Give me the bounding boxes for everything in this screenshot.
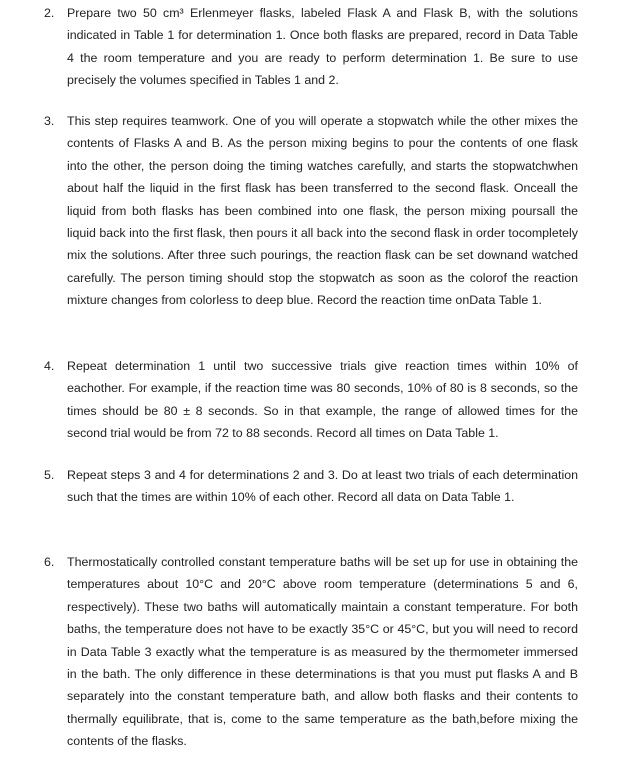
step-text: Prepare two 50 cm³ Erlenmeyer flasks, labeled Flask A and Flask B, with the solutions indicated in Table 1 for determination 1. Once both flasks are prepared, record in Data Table 4 the room temperature and you are ready to perform determination 1. Be sure to use precisely the volumes specified in Tables 1 and 2. xyxy=(67,6,578,88)
step-number: 6. xyxy=(44,555,55,569)
step-text: Thermostatically controlled constant temperature baths will be set up for use in obtaining the temperatures about 10°C and 20°C above room temperature (determinations 5 and 6, respectively). These two baths will automatically maintain a constant temperature. For both baths, the temperature does not have to be exactly 35°C or 45°C, but you will need to record in Data Table 3 exactly what the temperature is as measured by the thermometer immersed in the bath. The only difference in these determinations is that you must put flasks A and B separately into the constant temperature bath, and allow both flasks and their contents to thermally equilibrate, that is, come to the same temperature as the bath,before mixing the contents of the flasks. xyxy=(67,555,578,749)
step-text: This step requires teamwork. One of you will operate a stopwatch while the other mixes the contents of Flasks A and B. As the person mixing begins to pour the contents of one flask into the other, the person doing the timing watches carefully, and starts the stopwatchwhen about half the liquid in the first flask has been transferred to the second flask. Onceall the liquid from both flasks has been combined into one flask, the person mixing poursall the liquid back into the first flask, then pours it all back into the second flask in order tocompletely mix the solutions. After three such pourings, the reaction flask can be set downand watched carefully. The person timing should stop the stopwatch as soon as the colorof the reaction mixture changes from colorless to deep blue. Record the reaction time onData Table 1. xyxy=(67,114,578,308)
procedure-step-6 xyxy=(44,551,578,753)
step-number: 4. xyxy=(44,359,55,373)
procedure-step-4 xyxy=(44,355,578,445)
step-number: 3. xyxy=(44,114,55,128)
procedure-step-3 xyxy=(44,110,578,312)
procedure-step-2 xyxy=(44,2,578,92)
step-number: 5. xyxy=(44,468,55,482)
step-text: Repeat steps 3 and 4 for determinations 2 and 3. Do at least two trials of each determination such that the times are within 10% of each other. Record all data on Data Table 1. xyxy=(67,468,578,505)
step-number: 2. xyxy=(44,6,55,20)
step-text: Repeat determination 1 until two successive trials give reaction times within 10% of eachother. For example, if the reaction time was 80 seconds, 10% of 80 is 8 seconds, so the times should be 80 ± 8 seconds. So in that example, the range of allowed times for the second trial would be from 72 to 88 seconds. Record all times on Data Table 1. xyxy=(67,359,578,441)
procedure-step-5 xyxy=(44,464,578,509)
